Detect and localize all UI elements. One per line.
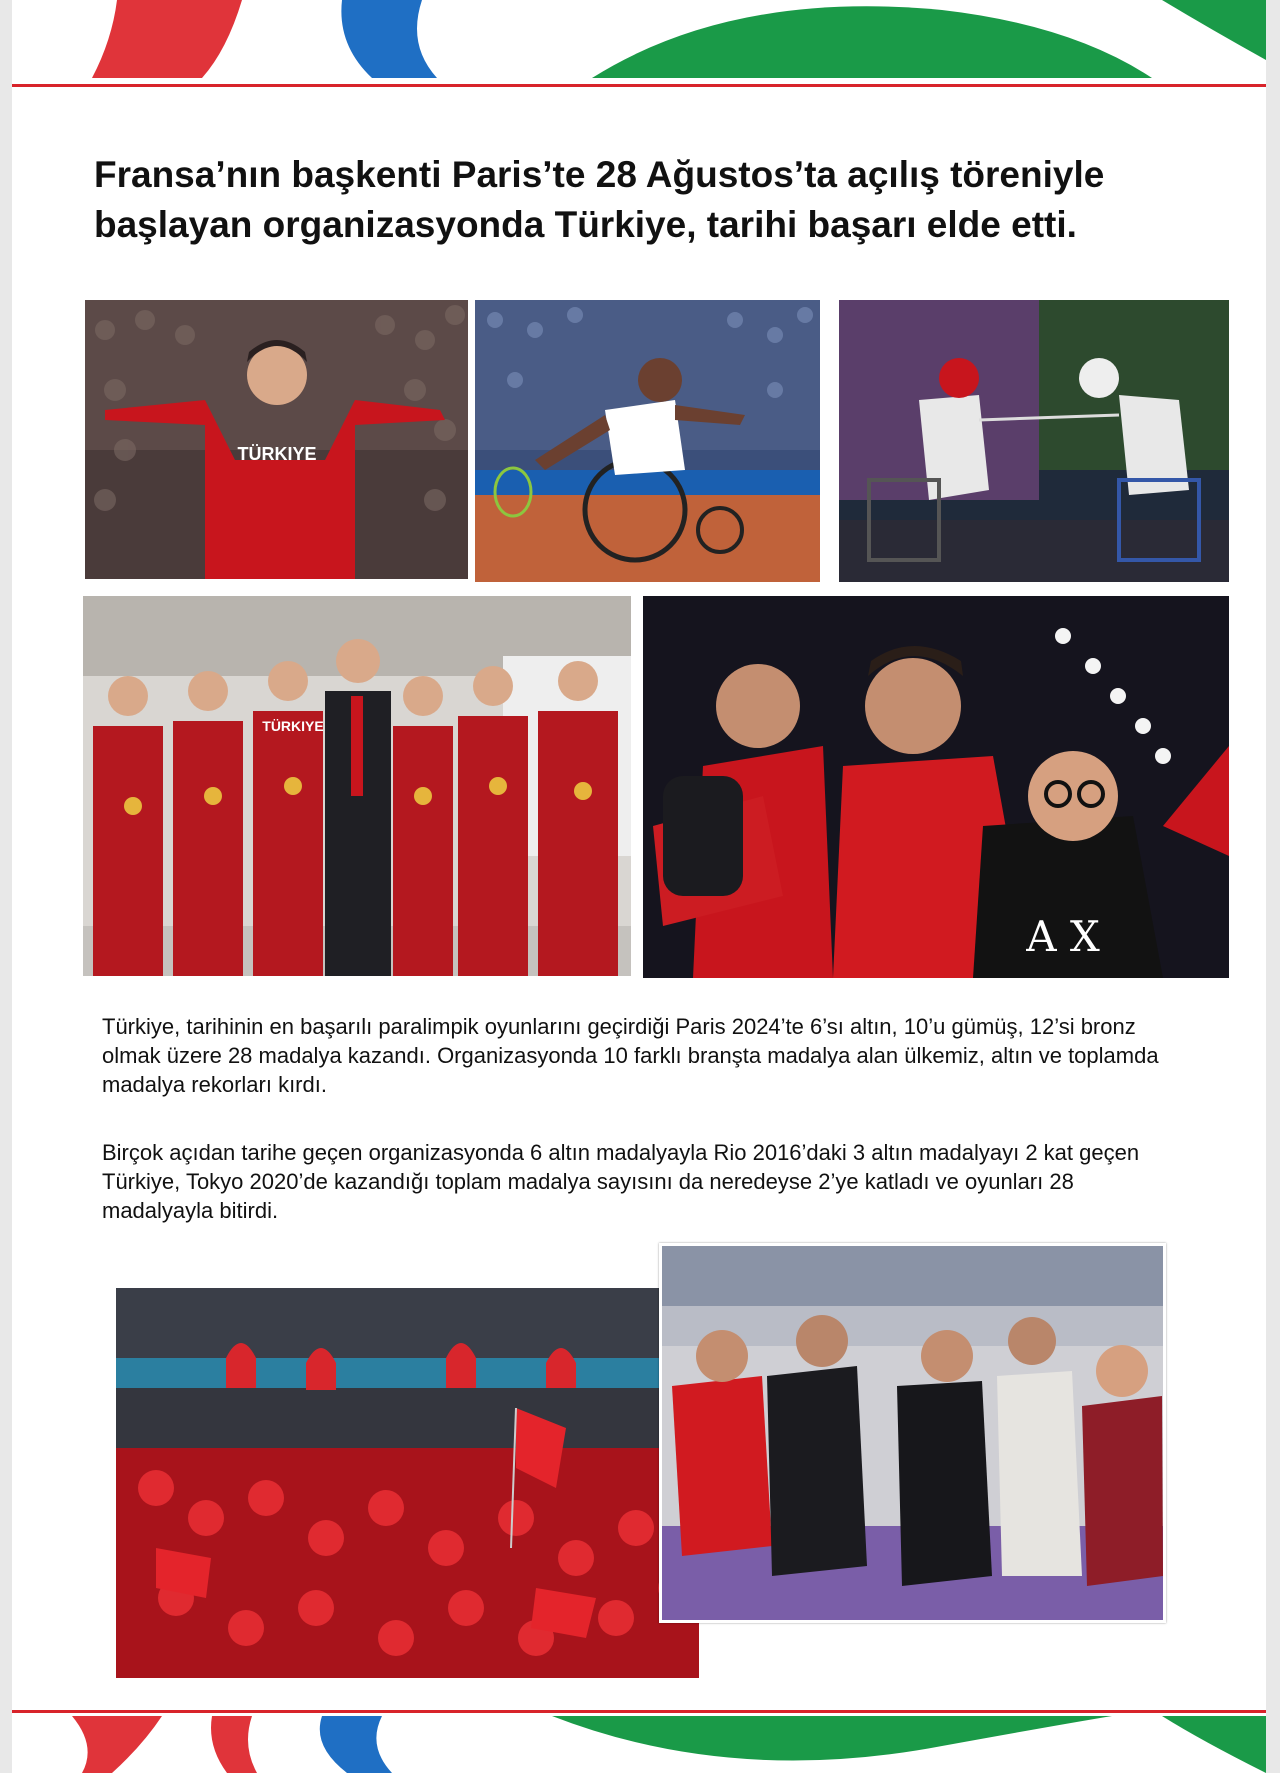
- headline: Fransa’nın başkenti Paris’te 28 Ağustos’ta açılış töreniyle başlayan organizasyonda Türkiye, tarihi başarı elde etti.: [94, 154, 1105, 245]
- photo-athlete-celebrating: [85, 300, 468, 579]
- top-red-rule: [12, 84, 1266, 87]
- team-jersey-text: TÜRKIYE: [262, 718, 324, 734]
- paragraph-2: Birçok açıdan tarihe geçen organizasyonda 6 altın madalyayla Rio 2016’daki 3 altın madalyayı 2 kat geçen Türkiye, Tokyo 2020’de kazandığı toplam madalya sayısını da neredeyse 2’ye katladı ve oyunları 28 madalyayla bitirdi.: [102, 1140, 1140, 1223]
- photo-wheelchair-fencing: [839, 300, 1229, 582]
- magazine-page: [12, 0, 1266, 1773]
- photo-opening-ceremony: [116, 1288, 699, 1678]
- top-decorative-band: [12, 0, 1266, 78]
- photo-team-with-medals: [83, 596, 631, 976]
- shirt-logo-text: A X: [1026, 912, 1100, 961]
- jersey-text: TÜRKIYE: [237, 444, 317, 464]
- paragraph-1: Türkiye, tarihinin en başarılı paralimpik oyunlarını geçirdiği Paris 2024’te 6’sı altın, 10’u gümüş, 12’si bronz olmak üzere 28 madalya kazandı. Organizasyonda 10 farklı branşta madalya alan ülkemiz, altın ve toplamda madalya rekorları kırdı.: [102, 1014, 1159, 1097]
- bottom-decorative-band: [12, 1716, 1266, 1773]
- photo-celebrating-coaches: [643, 596, 1229, 978]
- bottom-red-rule: [12, 1710, 1266, 1713]
- photo-coaches-kneeling: [659, 1243, 1166, 1623]
- photo-wheelchair-tennis: [475, 300, 820, 582]
